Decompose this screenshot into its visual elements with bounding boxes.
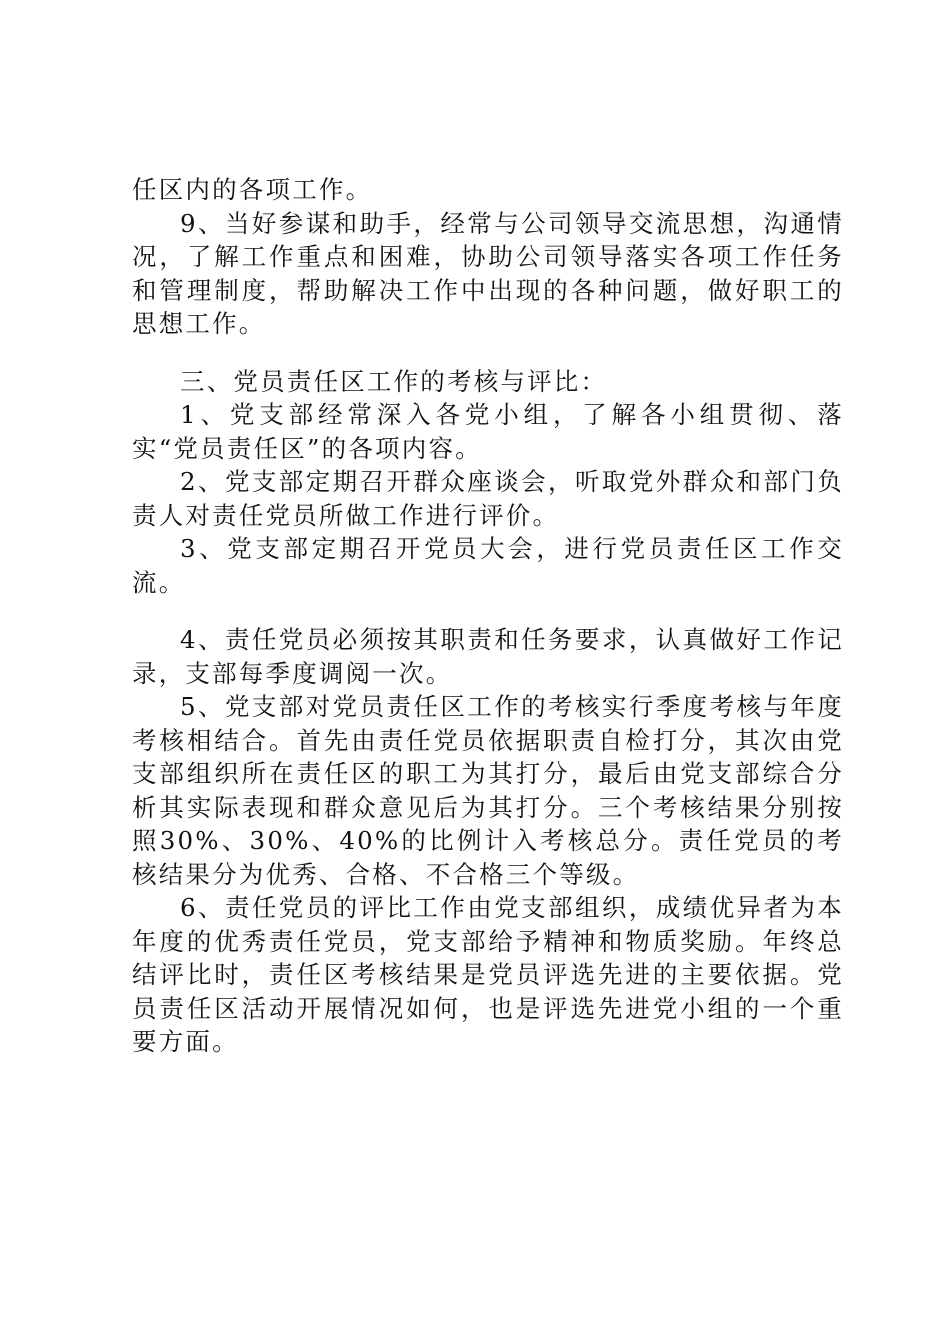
paragraph-item-4: 4、责任党员必须按其职责和任务要求，认真做好工作记录，支部每季度调阅一次。 — [132, 625, 844, 688]
paragraph-continuation: 任区内的各项工作。 — [132, 175, 373, 204]
paragraph-item-9: 9、当好参谋和助手，经常与公司领导交流思想，沟通情况，了解工作重点和困难，协助公司领导落实各项工作任务和管理制度，帮助解决工作中出现的各种问题，做好职工的思想工作。 — [132, 208, 844, 338]
paragraph-item-3: 3、党支部定期召开党员大会，进行党员责任区工作交流。 — [132, 534, 844, 597]
paragraph-item-2: 2、党支部定期召开群众座谈会，听取党外群众和部门负责人对责任党员所做工作进行评价。 — [132, 467, 844, 530]
paragraph-item-1: 1、党支部经常深入各党小组，了解各小组贯彻、落实“党员责任区”的各项内容。 — [132, 400, 844, 463]
paragraph-item-6: 6、责任党员的评比工作由党支部组织，成绩优异者为本年度的优秀责任党员，党支部给予精神和物质奖励。年终总结评比时，责任区考核结果是党员评选先进的主要依据。党员责任区活动开展情况如何，也是评选先进党小组的一个重要方面。 — [132, 893, 844, 1056]
section-heading-3: 三、党员责任区工作的考核与评比： — [180, 366, 608, 396]
paragraph-item-5: 5、党支部对党员责任区工作的考核实行季度考核与年度考核相结合。首先由责任党员依据职责自检打分，其次由党支部组织所在责任区的职工为其打分，最后由党支部综合分析其实际表现和群众意见后为其打分。三个考核结果分别按照30%、30%、40%的比例计入考核总分。责任党员的考核结果分为优秀、合格、不合格三个等级。 — [132, 692, 844, 889]
document-body — [132, 173, 844, 1059]
